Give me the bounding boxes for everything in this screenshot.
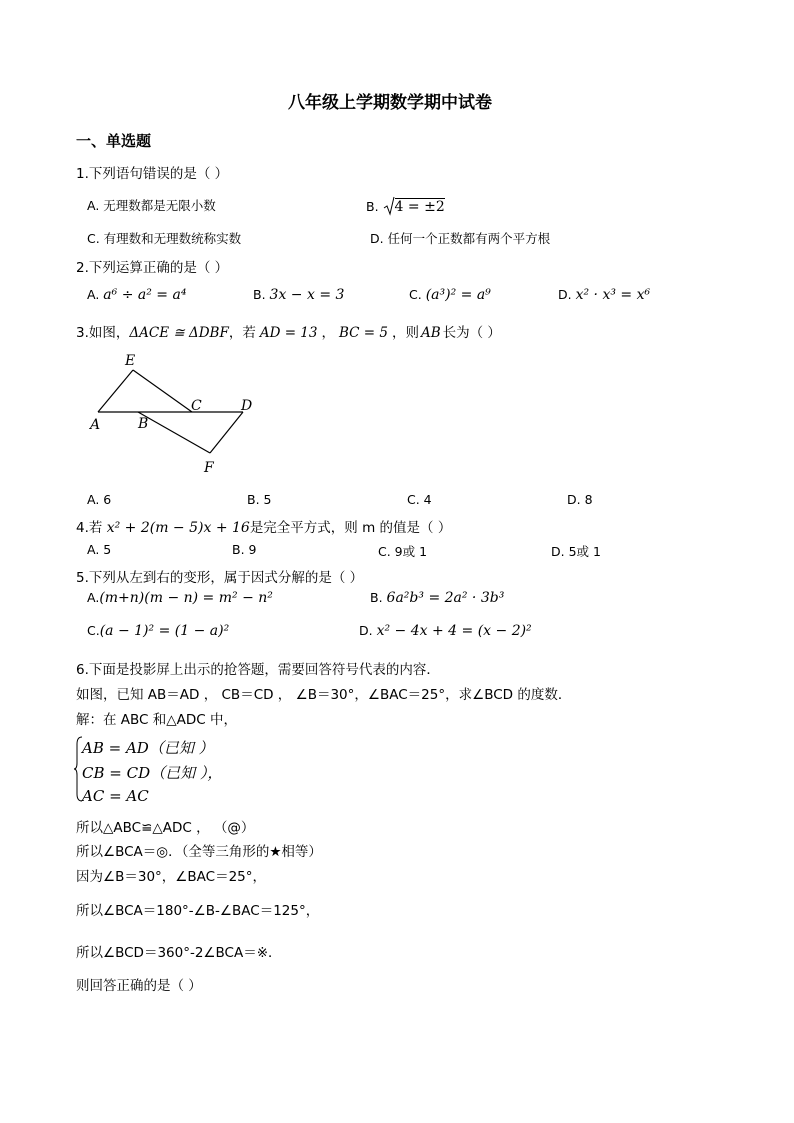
question-6-step-1: 所以△ABC≌△ADC ， （@） bbox=[76, 820, 255, 836]
question-1-stem: 1.下列语句错误的是（ ） bbox=[76, 166, 229, 182]
option-letter: B. bbox=[366, 199, 379, 214]
triangle-lines bbox=[98, 370, 243, 453]
question-5-option-b-math: 6a²b³ = 2a² · 3b³ bbox=[386, 590, 505, 606]
question-6-step-3: 因为∠B＝30°，∠BAC＝25°， bbox=[76, 869, 267, 885]
stem-text: 4.若 bbox=[76, 520, 103, 536]
question-5-option-a[interactable] bbox=[87, 590, 273, 606]
stem-math: AD = 13 bbox=[259, 325, 318, 341]
question-2-option-c[interactable] bbox=[409, 287, 491, 303]
equation-system-line-3: AC = AC bbox=[82, 787, 149, 805]
question-5-option-d-math: x² − 4x + 4 = (x − 2)² bbox=[376, 623, 532, 639]
question-2-option-c-math: (a³)² = a⁹ bbox=[425, 287, 491, 303]
question-1-option-c[interactable]: C. 有理数和无理数统称实数 bbox=[87, 231, 242, 246]
option-letter: A. bbox=[87, 590, 100, 605]
question-5-stem: 5.下列从左到右的变形，属于因式分解的是（ ） bbox=[76, 570, 364, 586]
question-5-option-c[interactable] bbox=[87, 623, 229, 639]
question-1-option-a[interactable]: A. 无理数都是无限小数 bbox=[87, 198, 216, 213]
question-2-stem: 2.下列运算正确的是（ ） bbox=[76, 260, 229, 276]
question-3-option-d[interactable]: D. 8 bbox=[567, 492, 593, 507]
point-label-e: E bbox=[125, 353, 136, 369]
question-5-option-c-math: (a − 1)² = (1 − a)² bbox=[99, 623, 230, 639]
page-title: 八年级上学期数学期中试卷 bbox=[288, 93, 492, 113]
question-1-option-b[interactable] bbox=[366, 196, 445, 216]
point-label-a: A bbox=[90, 417, 101, 433]
question-2-option-a-math: a⁶ ÷ a² = a⁴ bbox=[103, 287, 187, 303]
option-letter: B. bbox=[253, 287, 266, 302]
question-4-option-a[interactable]: A. 5 bbox=[87, 542, 112, 557]
question-4-option-c[interactable]: C. 9或 1 bbox=[378, 544, 428, 559]
question-5-option-b[interactable] bbox=[370, 590, 504, 606]
stem-text: ，则 bbox=[391, 325, 419, 341]
question-5-option-d[interactable] bbox=[359, 623, 532, 639]
point-label-d: D bbox=[241, 398, 253, 414]
point-label-f: F bbox=[204, 460, 214, 476]
question-3-option-b[interactable]: B. 5 bbox=[247, 492, 272, 507]
point-label-b: B bbox=[138, 416, 149, 432]
congruent-triangles-figure bbox=[86, 350, 276, 480]
question-4-option-b[interactable]: B. 9 bbox=[232, 542, 257, 557]
stem-text: ， bbox=[321, 325, 335, 341]
question-2-option-b[interactable] bbox=[253, 287, 344, 303]
stem-math: x² + 2(m − 5)x + 16 bbox=[106, 520, 250, 536]
stem-text: 长为（ ） bbox=[442, 325, 501, 341]
option-letter: C. bbox=[87, 623, 100, 638]
question-2-option-b-math: 3x − x = 3 bbox=[269, 287, 345, 303]
question-2-option-d[interactable] bbox=[558, 287, 650, 303]
option-letter: D. bbox=[558, 287, 572, 302]
stem-text: ，若 bbox=[228, 325, 256, 341]
question-2-option-d-math: x² · x³ = x⁶ bbox=[575, 287, 651, 303]
point-label-c: C bbox=[191, 398, 202, 414]
question-4-option-d[interactable]: D. 5或 1 bbox=[551, 544, 601, 559]
section-heading: 一、单选题 bbox=[76, 132, 152, 150]
question-3-option-c[interactable]: C. 4 bbox=[407, 492, 432, 507]
question-2-option-a[interactable] bbox=[87, 287, 186, 303]
question-5-option-a-math: (m+n)(m − n) = m² − n² bbox=[99, 590, 273, 606]
question-1-option-d[interactable]: D. 任何一个正数都有两个平方根 bbox=[370, 231, 551, 246]
question-6-prompt: 则回答正确的是（ ） bbox=[76, 978, 202, 994]
stem-text: 3.如图， bbox=[76, 325, 130, 341]
option-letter: C. bbox=[409, 287, 422, 302]
question-6-step-5: 所以∠BCD＝360°-2∠BCA＝※． bbox=[76, 945, 282, 961]
option-letter: A. bbox=[87, 287, 100, 302]
stem-math: AB bbox=[420, 325, 441, 341]
equation-system-line-1: AB = AD（已知 ） bbox=[82, 739, 214, 757]
question-3-stem bbox=[76, 321, 501, 341]
sqrt-sign-icon bbox=[383, 196, 395, 216]
stem-math: BC = 5 bbox=[338, 325, 388, 341]
option-letter: B. bbox=[370, 590, 383, 605]
question-3-option-a[interactable]: A. 6 bbox=[87, 492, 112, 507]
question-6-given: 如图，已知 AB＝AD ， CB＝CD ， ∠B＝30°，∠BAC＝25°，求∠BCD 的度数． bbox=[76, 687, 572, 703]
stem-text: 是完全平方式，则 m 的值是（ ） bbox=[249, 520, 452, 536]
question-6-stem: 6.下面是投影屏上出示的抢答题，需要回答符号代表的内容． bbox=[76, 662, 440, 678]
question-6-step-2: 所以∠BCA＝◎．（全等三角形的★相等） bbox=[76, 844, 322, 860]
equation-system-line-2: CB = CD（已知 ）， bbox=[82, 764, 223, 782]
option-letter: D. bbox=[359, 623, 373, 638]
question-6-solution-intro: 解：在 ABC 和△ADC 中， bbox=[76, 712, 237, 728]
stem-math: ΔACE ≅ ΔDBF bbox=[129, 325, 229, 341]
question-1-option-b-math: 4 = ±2 bbox=[394, 199, 445, 215]
question-4-stem bbox=[76, 516, 451, 536]
question-6-step-4: 所以∠BCA＝180°-∠B-∠BAC＝125°， bbox=[76, 903, 320, 919]
